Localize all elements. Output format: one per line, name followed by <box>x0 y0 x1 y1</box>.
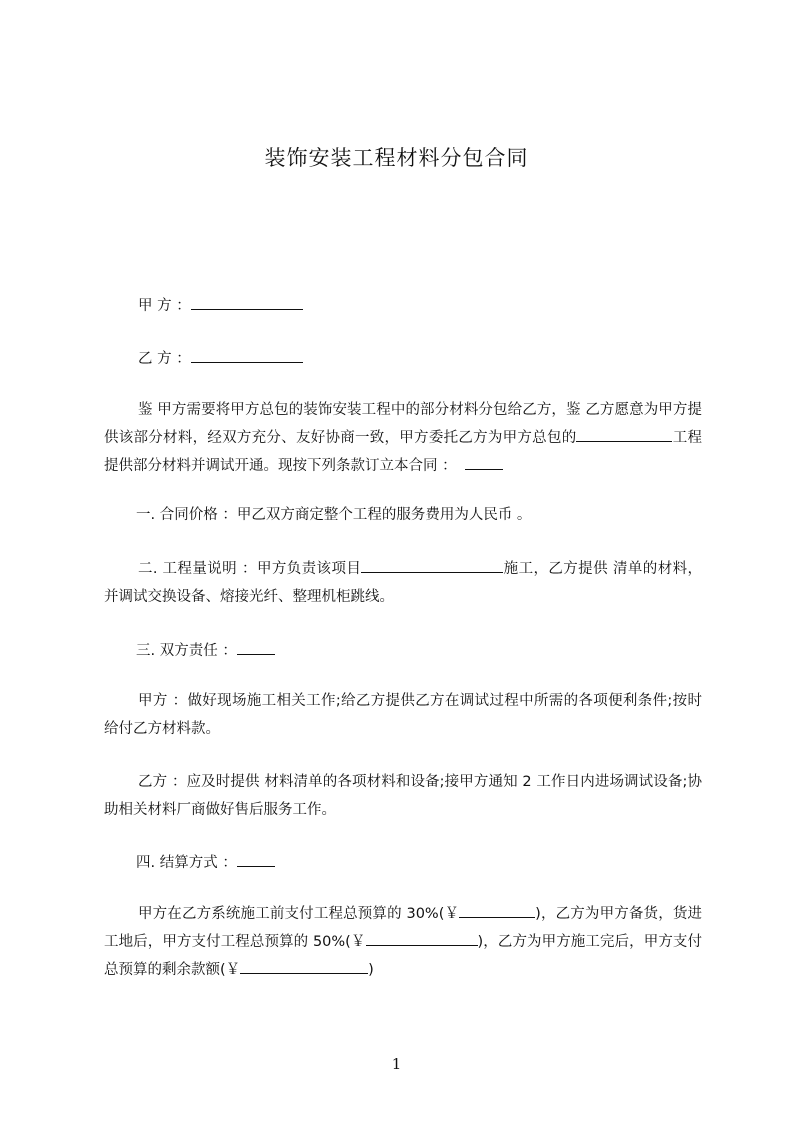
preamble-text-2: 工程提供部分材料并调试开通。现按下列条款订立本合同 ： <box>104 430 702 474</box>
party-b-blank <box>191 346 303 363</box>
settlement-text-3: )，乙方为甲方施工完后，甲方支付总预算的剩余款额(￥ <box>104 934 703 978</box>
settlement-blank-50 <box>366 929 478 946</box>
settlement-text-1: 甲方在乙方系统施工前支付工程总预算的 30%(￥ <box>138 906 460 922</box>
section-3-line <box>136 638 275 661</box>
preamble-paragraph <box>104 396 702 480</box>
section-2-text-2: 施工，乙方提供 清单的材料，并调试交换设备、熔接光纤、整理机柜跳线。 <box>104 561 703 605</box>
party-a-blank <box>191 293 303 310</box>
party-a-label: 甲 方 ： <box>138 298 191 314</box>
section-4-heading: 四. 结算方式 ： <box>136 855 237 871</box>
section-3-blank <box>237 638 275 655</box>
section-4-line <box>136 850 275 873</box>
contract-title: 装饰安装工程材料分包合同 <box>264 146 529 170</box>
party-b-label: 乙 方 ： <box>138 351 191 367</box>
section-2-paragraph <box>104 555 702 611</box>
settlement-blank-30 <box>459 901 535 918</box>
page-number: 1 <box>391 1055 402 1073</box>
preamble-end-blank <box>465 453 503 470</box>
party-a-line <box>138 293 303 316</box>
duty-a-paragraph: 甲方 ：做好现场施工相关工作;给乙方提供乙方在调试过程中所需的各项便利条件;按时给付乙方材料款。 <box>104 693 702 737</box>
preamble-project-blank <box>576 425 672 442</box>
section-1: 一. 合同价格 ：甲乙双方商定整个工程的服务费用为人民币 。 <box>136 507 532 523</box>
duty-b-paragraph: 乙方 ：应及时提供 材料清单的各项材料和设备;接甲方通知 2 工作日内进场调试设备;协助相关材料厂商做好售后服务工作。 <box>104 774 702 818</box>
section-3-heading: 三. 双方责任 ： <box>136 643 237 659</box>
settlement-text-2: )，乙方为甲方备货，货进工地后，甲方支付工程总预算的 50%(￥ <box>104 906 702 950</box>
preamble-text-1: 鉴 甲方需要将甲方总包的装饰安装工程中的部分材料分包给乙方，鉴 乙方愿意为甲方提供该部分材料，经双方充分、友好协商一致，甲方委托乙方为甲方总包的 <box>104 402 702 446</box>
settlement-paragraph <box>104 900 702 984</box>
section-2-project-blank <box>361 556 503 573</box>
section-2-text-1: 二. 工程量说明 ：甲方负责该项目 <box>138 561 362 577</box>
settlement-blank-remaining <box>240 957 368 974</box>
settlement-text-4: ) <box>368 962 374 978</box>
party-b-line <box>138 346 303 369</box>
section-4-blank <box>237 850 275 867</box>
